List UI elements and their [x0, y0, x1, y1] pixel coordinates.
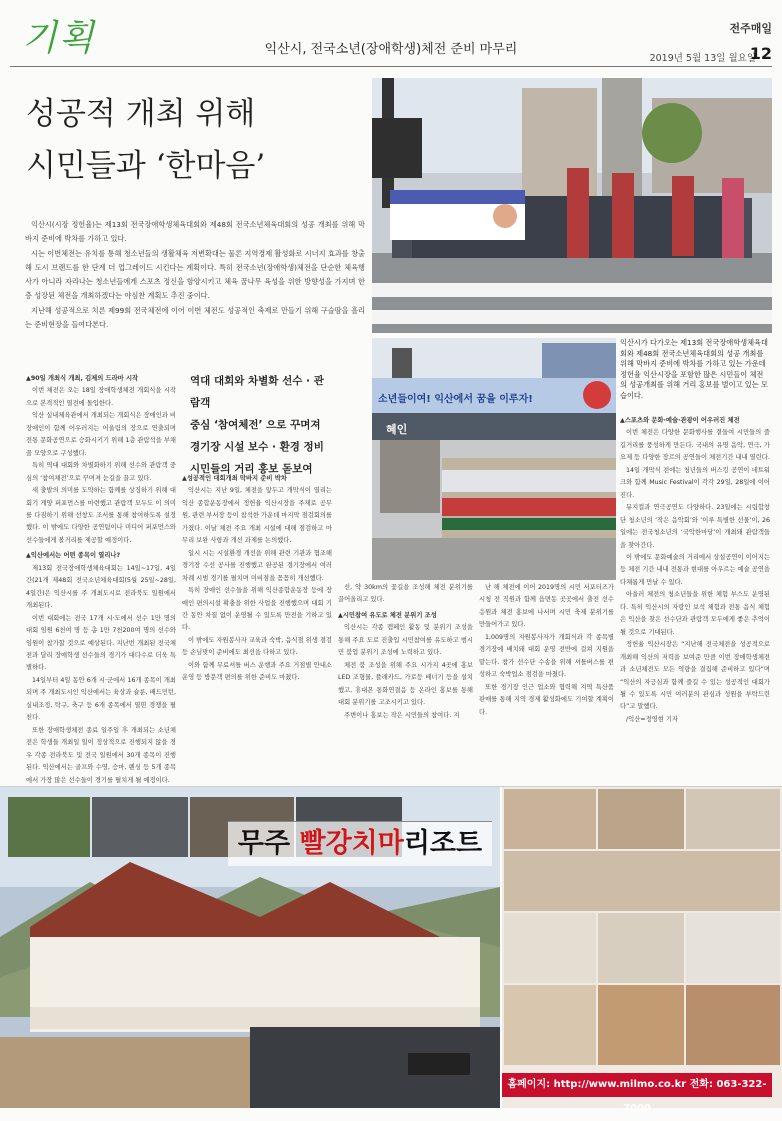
- body-paragraph: 체전 붐 조성을 위해 주요 시가지 4곳에 홍보 LED 조형물, 플래카드, 가로등 배너기 등을 설치했고, 휴대폰 통화연결음 등 온라인 홍보를 통해 대회 분위기를 고조시키고 있다.: [338, 661, 473, 707]
- body-paragraph: 14일 개막식 전에는 청년들의 버스킹 공연이 네트워크와 함께 Music Festival이 각각 29일, 28일에 이어진다.: [620, 466, 770, 499]
- resort-advertisement: [0, 786, 782, 1114]
- page-number: 12: [749, 44, 772, 63]
- ad-title-suffix: 리조트: [403, 828, 483, 859]
- photo-street-campaign: [372, 78, 772, 333]
- shop-sign-text: 혜인: [386, 423, 408, 436]
- body-column-3: [338, 582, 473, 776]
- headline-line-2: 시민들과 ‘한마음’: [26, 148, 266, 184]
- body-column-4: [479, 582, 614, 776]
- body-paragraph: 이 밖에도 자원봉사자 교육과 숙박, 음식점 위생 점검 등 손님맞이 준비에도 최선을 다하고 있다.: [182, 636, 332, 657]
- body-paragraph: 익산 실내체육관에서 개최되는 개회식은 장애인과 비장애인이 함께 어우러지는 어울림의 장으로 연출되며 전통 문화공연으로 승화시키기 위해 1층 관람석을 부채꼴 모양으로 구성했다.: [26, 412, 176, 457]
- body-paragraph: 이와 함께 무료셔틀 버스 운행과 주요 거점별 안내소 운영 등 방문객 편의를 위한 준비도 마쳤다.: [182, 661, 332, 682]
- pull-quote-line: 시민들의 거리 홍보 돋보여: [190, 463, 313, 475]
- ad-title: [228, 821, 492, 866]
- subheading: ▲90일 개최식 개최, 김제의 드라마 시작: [26, 375, 139, 382]
- body-paragraph: 아울러 체전의 청소년들을 위한 체험 부스도 운영된다. 특히 익산시의 자랑인 보석 체험과 전통 음식 체험은 익산을 찾은 선수단과 관람객 모두에게 좋은 추억이 될 것으로 기대된다.: [620, 591, 770, 636]
- body-paragraph: 뮤지컬과 연극공연도 다양하다. 23일에는 시립합창단 청소년의 ‘작은 음악회’와 ‘이루 특별한 선물’이, 26일에는 전국청소년의 ‘국악한마당’이 개최돼 관람객들을 찾아간다.: [620, 504, 770, 549]
- section-kicker: 기획: [22, 18, 96, 59]
- subheading: ▲성공적인 대회개최 막바지 준비 박차: [182, 475, 287, 482]
- issue-date: 2019년 5월 13일 월요일: [649, 53, 756, 64]
- ad-contact: 홈페이지: http://www.milmo.co.kr 전화: 063-322-7000: [502, 1073, 772, 1097]
- article-lead: [25, 218, 365, 332]
- lead-paragraph: 지난해 성공적으로 치른 제99회 전국체전에 이어 이번 체전도 성공적인 축제로 만들기 위해 구슬땀을 흘리는 준비현장을 들여다본다.: [25, 305, 365, 330]
- ad-title-highlight: 빨강치마: [299, 828, 404, 859]
- lead-paragraph: 시는 이번체전는 유치를 통해 청소년들의 생활체육 저변확대는 물론 지역경제 활성화로 시너지 효과를 창출해 도시 브랜드를 한 단계 더 업그레이드 시킨다는 계획이다. 특히 전국소년(장애학생)체전을 단순한 체육행사가 아니라 자라나는 청소년들에게 스포츠 정신을 함양시키고 체육 꿈나무 육성을 위한 방향성을 가지며 한층 성장된 체전을 개최하겠다는 야심찬 계획도 추진 중이다.: [25, 248, 365, 301]
- body-column-1: [26, 370, 176, 784]
- body-paragraph: 익산시는 각종 캠페인 활동 및 분위기 조성을 통해 주요 도로 진출입 시민참여를 유도하고 범시민 붐업 분위기 조성에 노력하고 있다.: [338, 624, 473, 657]
- header-rule: [10, 66, 772, 67]
- body-paragraph: 특히 역대 대회와 차별화하기 위해 선수와 관람객 중심의 ‘참여체전’으로 꾸며져 눈길을 끌고 있다.: [26, 462, 176, 482]
- ad-title-prefix: 무주: [237, 828, 300, 859]
- lead-paragraph: 익산시(시장 정헌율)는 제13회 전국장애학생체육대회와 제48회 전국소년체육대회의 성공 개최를 위해 막바지 준비에 박차를 가하고 있다.: [25, 220, 365, 244]
- body-column-2: [182, 470, 332, 776]
- body-paragraph: 일시 시는 시설환경 개선을 위해 관련 기관과 협조해 경기장 수선 공사를 진행했고 완공된 경기장에서 여러 차례 시범 경기를 펼치며 미비점을 꼼꼼히 개선했다.: [182, 549, 332, 582]
- body-paragraph: 또한 경기장 인근 업소와 협력해 지역 특산품 판매를 통해 지역 경제 활성화에도 기여할 계획이다.: [479, 683, 614, 716]
- body-paragraph: 익산시는 지난 9일, 체전을 앞두고 개막식이 열리는 익산 종합운동장에서 정헌율 익산시장을 주재로 공무원, 관련 부서장 등이 참석한 가운데 마지막 점검회의를 가졌다. 이날 체전 주요 개최 시설에 대해 점검하고 마무리 보완 사항과 개선 과제를 논의했다.: [182, 487, 332, 545]
- second-photo: [372, 338, 616, 580]
- pull-quote-line: 경기장 시설 보수 · 환경 정비: [190, 441, 324, 453]
- subheading: ▲시민참여 유도로 체전 분위기 조성: [338, 611, 437, 619]
- subheading: ▲익산에서는 어떤 종목이 열리나?: [26, 552, 121, 560]
- body-paragraph: 이번 대회에는 전국 17개 시·도에서 선수 1만 명의 대회 임원 6천여 명 등 총 1만 7천200여 명의 선수와 임원이 참가할 것으로 예상된다. 지난번 개최된 전국체전과 달리 장애학생 선수들의 경기가 대다수로 더욱 특별하다.: [26, 614, 176, 672]
- photo-banner-march: [372, 338, 616, 580]
- main-photo: [372, 78, 772, 333]
- page-section-title: 익산시, 전국소년(장애학생)체전 준비 마무리: [264, 42, 518, 57]
- body-paragraph: 이 밖에도 문화예술의 거리에서 상설공연이 이어지는 등 체전 기간 내내 전통과 현대를 아우르는 예술 공연을 다채롭게 만날 수 있다.: [620, 553, 770, 586]
- body-paragraph: 제13회 전국장애학생체육대회는 14일~17일, 4일간(21개 제48회 전국소년체육대회(5월 25일~28일, 4일간)은 익산시를 주 개최도시로 전라북도 일원에서 개최된다.: [26, 564, 176, 610]
- newspaper-masthead: 전주매일: [729, 22, 772, 35]
- body-paragraph: 1,009명의 자원봉사자가 개회식과 각 종목별 경기장에 배치돼 대회 운영 전반에 걸쳐 지원을 맡는다. 참가 선수단 수송을 위해 셔틀버스를 편성하고 숙박업소 점검을 마쳤다.: [479, 633, 614, 679]
- body-paragraph: 난 해 체전에 이어 2019명의 시민 서포터즈가 시청 전 직원과 함께 읍면동 곳곳에서 출전 선수 응원과 체전 홍보에 나서며 시민 축제 분위기를 만들어가고 있다.: [479, 584, 614, 629]
- pull-quote-line: 중심 ‘참여체전’ 으로 꾸며져: [190, 419, 321, 431]
- body-paragraph: 정헌율 익산시장은 “지난해 전국체전을 성공적으로 개최해 익산의 저력을 보여준 만큼 이번 장애학생체전과 소년체전도 모든 역량을 결집해 준비하고 있다”며 “익산의 자긍심과 함께 즐길 수 있는 성공적인 대회가 될 수 있도록 시민 여러분의 관심과 성원을 부탁드린다”고 말했다.: [620, 641, 770, 711]
- article-headline: [26, 88, 265, 192]
- banner-text: 소년들이여! 익산에서 꿈을 이루자!: [378, 394, 533, 405]
- headline-line-1: 성공적 개최 위해: [26, 96, 256, 132]
- body-column-5: [620, 412, 770, 776]
- body-paragraph: 이번 체전은 오는 18일 장애학생체전 개회식을 시작으로 본격적인 열전에 돌입한다.: [26, 387, 176, 407]
- body-paragraph: 또한 장애학생체전 종료 일주일 후 개최되는 소년체전은 학생들 개최일 일이 정상적으로 진행되지 않을 경우 각종 전라북도 및 전국 일원에서 30개 종목이 진행된다. 익산에서는 골프와 수영, 승마, 펜싱 등 5개 종목에서 가장 많은 선수들이 경기를 펼치게 될 예정이다.: [26, 726, 176, 784]
- body-paragraph: 14일부터 4일 동안 6개 시·군에서 16개 종목이 개최되며 주 개최도시인 익산에서는 육상과 슐룬, 배드민턴, 실내조정, 탁구, 축구 등 6개 종목에서 열띤 경쟁을 펼친다.: [26, 676, 176, 722]
- subheading: ▲스포츠와 문화·예술·관광이 어우러진 체전: [620, 417, 740, 424]
- body-paragraph: 이번 체전은 다양한 문화행사를 곁들여 시민들의 즐길거리를 풍성하게 만든다. 국내의 유명 음악, 연극, 가요제 등 다양한 장르의 공연들이 체전기간 내내 열린다.: [620, 429, 770, 462]
- photo-caption: 익산시가 다가오는 제13회 전국장애학생체육대회와 제48회 전국소년체육대회의 성공 개최를 위해 막바지 준비에 박차를 가하고 있는 가운데 정헌율 익산시장을 포함한 많은 시민들이 체전의 성공개최를 위해 거리 홍보를 벌이고 있는 모습이다.: [620, 338, 768, 400]
- body-paragraph: 새 출발의 의미를 도약하는 함께를 상징하기 위해 대회기 게양 퍼포먼스를 마련했고 관람객 모두도 이 의미를 다짐하기 위해 선창도 조서를 통해 참여하도록 설정했다. 이 밖에도 다양한 공연팀이나 미디어 퍼포먼스와 선수들에게 볼거리를 제공할 예정이다.: [26, 487, 176, 544]
- body-paragraph: 선, 약 30km의 꽃길을 조성해 체전 분위기를 끌어올리고 있다.: [338, 584, 473, 604]
- body-paragraph: /익산=정영현 기자: [626, 715, 678, 723]
- body-paragraph: 주변이나 홍보는 작은 시민들의 참여다. 지: [344, 711, 460, 719]
- pull-quote: [190, 370, 325, 480]
- body-paragraph: 특히 장애인 선수들을 위해 익산종합운동장 등에 장애인 편의시설 확충을 위한 사업을 진행했으며 대회 기간 동안 차질 없이 운영될 수 있도록 만전을 기하고 있다.: [182, 587, 332, 632]
- pull-quote-line: 역대 대회와 차별화 선수 · 관람객: [190, 375, 324, 409]
